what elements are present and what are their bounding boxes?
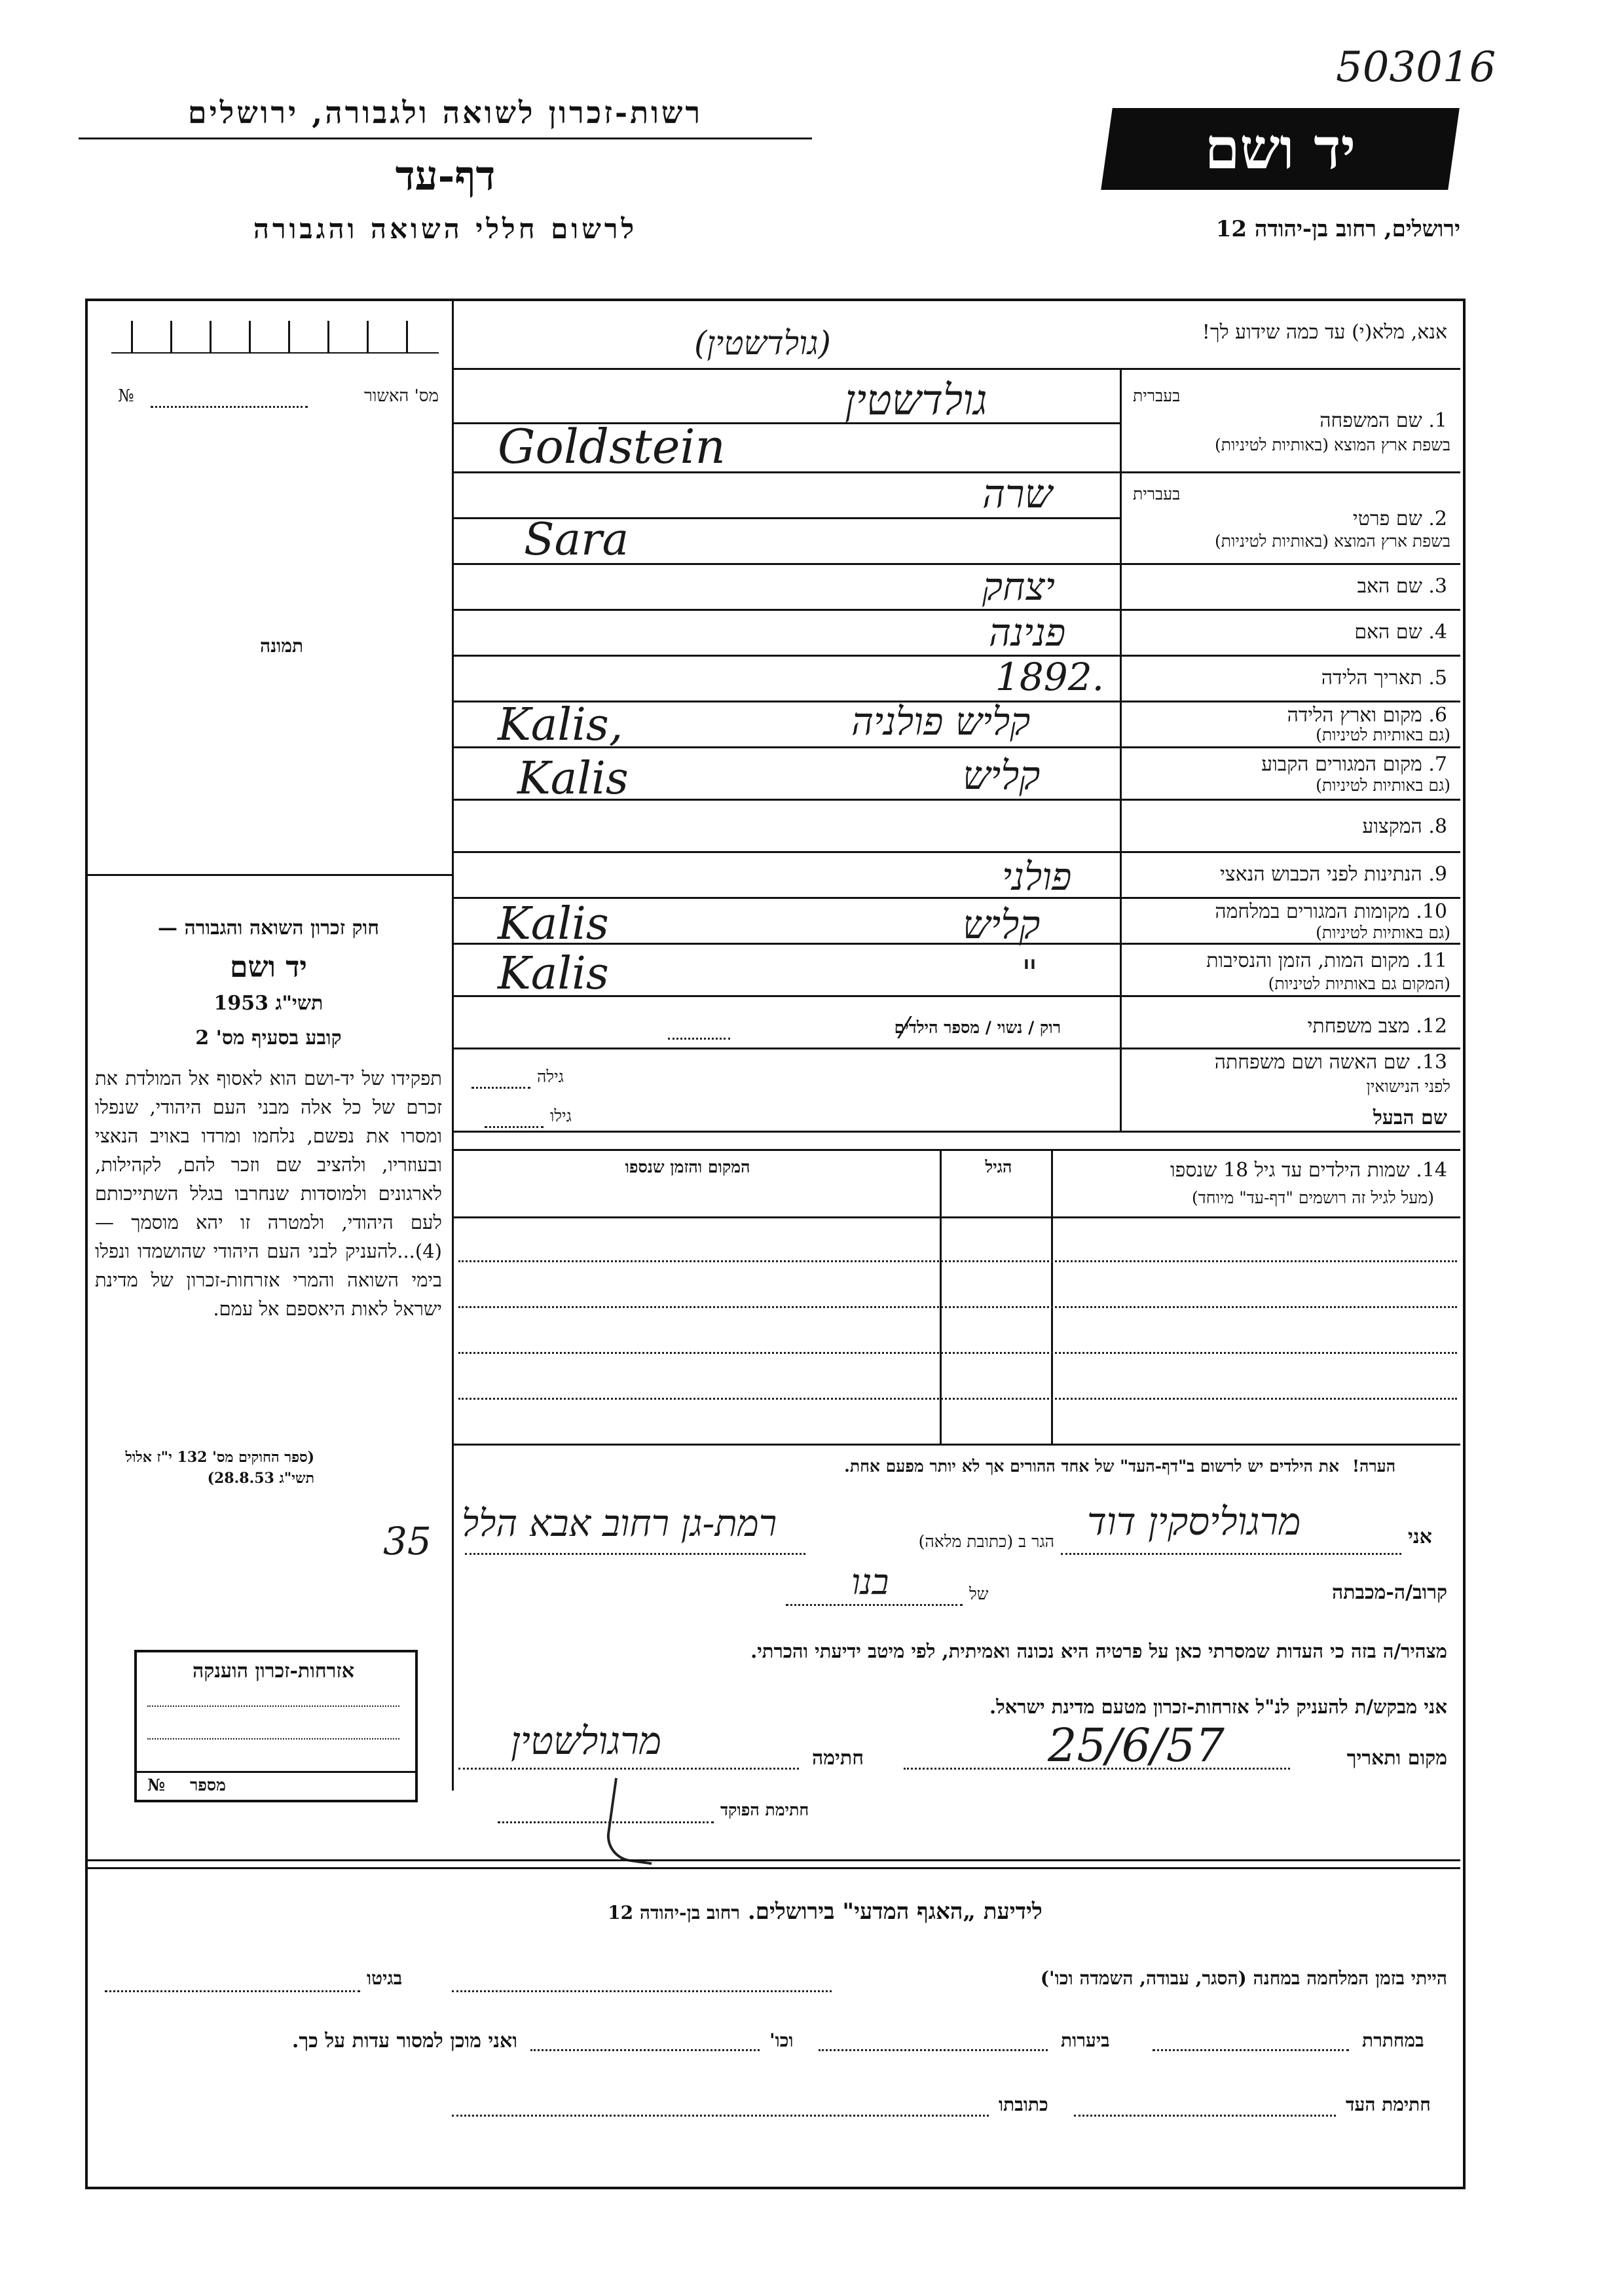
children-row [458, 1260, 1457, 1262]
field-label: מקומות המגורים במלחמה [1215, 900, 1410, 923]
field-label: שם המשפחה [1320, 409, 1422, 432]
death-place-hebrew[interactable]: " [1022, 953, 1038, 994]
first-name-latin[interactable]: Sara [524, 514, 629, 566]
ghetto-line [105, 1990, 360, 1992]
yad-vashem-logo [1101, 108, 1460, 190]
field-number: 1. [1428, 409, 1447, 432]
law-name: יד ושם [230, 951, 307, 984]
witness-name[interactable]: מרגוליסקין דוד [1087, 1499, 1301, 1544]
witness-address-number[interactable]: 35 [383, 1519, 432, 1563]
intro-text: אנא, מלא(י) עד כמה שידוע לך! [1202, 321, 1447, 344]
relation-label: קרוב/ה-מכבתה [1331, 1581, 1447, 1604]
children-age-header: הגיל [985, 1157, 1012, 1176]
field-1-sub: בשפת ארץ המוצא (באותיות לטיניות) [1215, 435, 1450, 454]
footer-rule-bottom [88, 1867, 1460, 1869]
field-6-sub: (גם באותיות לטיניות) [1316, 725, 1450, 744]
law-clause: קובע בסעיף מס' 2 [195, 1027, 342, 1049]
field-label: שמות הילדים עד גיל 18 שנספו [1170, 1159, 1410, 1182]
children-place-header: המקום והזמן שנספו [625, 1157, 750, 1176]
field-label: שם האם [1354, 621, 1422, 644]
field-11-label [1126, 949, 1447, 972]
authority-title: רשות-זכרון לשואה ולגבורה, ירושלים [187, 95, 703, 130]
field-number: 2. [1428, 507, 1447, 530]
footer-rule-top [88, 1859, 1460, 1861]
hebrew-tag: בעברית [1133, 386, 1181, 405]
declaration-statement: מצהיר/ה בזה כי העדות שמסרתי כאן על פרטיה היא נכונה ואמיתית, לפי מיטב ידיעתי והכרתי. [750, 1640, 1447, 1662]
row-rule [452, 851, 1460, 853]
footer-testimony: ואני מוכן למסור עדות על כך. [291, 2030, 517, 2052]
row-rule [452, 1149, 1460, 1151]
left-panel-rule [88, 874, 452, 876]
family-name-hebrew[interactable]: גולדשטין [845, 376, 987, 425]
field-14-sub: (מעל לגיל זה רושמים "דף-עד" מיוחד) [1192, 1188, 1434, 1207]
footer-info-name: לידיעת „האגף המדעי" בירושלים. [747, 1899, 1043, 1925]
field-label: המקצוע [1362, 815, 1422, 838]
code-boxes [111, 321, 439, 352]
field-label: מקום וארץ הלידה [1287, 704, 1422, 727]
underground-line [1153, 2049, 1349, 2051]
file-number: 503016 [1336, 43, 1496, 92]
witness-signature[interactable]: מרגולשטין [511, 1719, 662, 1763]
field-6-label [1126, 704, 1447, 727]
birth-place-hebrew[interactable]: קליש פולניה [851, 699, 1031, 744]
field-label: שם האשה ושם משפחתה [1214, 1051, 1410, 1074]
field-label: שם פרטי [1352, 507, 1422, 530]
field-number: 7. [1428, 753, 1447, 776]
field-1-label [1126, 409, 1447, 432]
husband-age-line [485, 1126, 544, 1128]
field-label: תאריך הלידה [1321, 666, 1422, 689]
wife-age-label: גילה [537, 1067, 564, 1086]
field-5-label [1126, 666, 1447, 689]
citizenship-title: אזרחות-זכרון הוענקה [192, 1660, 355, 1683]
field-number: 10. [1416, 900, 1447, 923]
row-rule [452, 1048, 1460, 1049]
residence-hebrew[interactable]: קליש [963, 753, 1041, 799]
resides-label: הגר ב (כתובת מלאה) [918, 1532, 1054, 1551]
declaration-date[interactable]: 25/6/57 [1048, 1719, 1225, 1772]
footer-camp-line: הייתי בזמן המלחמה במחנה (הסגר, עבודה, השמדה וכו') [1040, 1967, 1447, 1989]
residence-latin[interactable]: Kalis [517, 753, 629, 805]
footer-ghetto: בגיטו [367, 1967, 403, 1989]
field-8-label [1126, 815, 1447, 838]
remark-text: את הילדים יש לרשום ב"דף-העד" של אחד ההורים אך לא יותר מפעם אחת. [844, 1457, 1339, 1476]
field-label: מקום המות, הזמן והנסיבות [1206, 949, 1410, 972]
form-title: דף-עד [395, 152, 496, 200]
field-7-label [1126, 753, 1447, 776]
footer-address: כתובתו [999, 2094, 1048, 2115]
forests-line [819, 2049, 1048, 2051]
law-reference: (ספר החוקים מס' 132 י"ז אלול תשי"ג 28.8.53) [125, 1449, 314, 1487]
footer-etc: וכו' [769, 2030, 794, 2051]
field-7-sub: (גם באותיות לטיניות) [1316, 776, 1450, 795]
first-name-hebrew[interactable]: שרה [982, 471, 1053, 517]
footer-info-title [458, 1899, 1192, 1925]
field-10-sub: (גם באותיות לטיניות) [1316, 923, 1450, 942]
label-column-divider [1120, 368, 1122, 1131]
field-label: מצב משפחתי [1307, 1015, 1410, 1038]
law-title: חוק זכרון השואה והגבורה — [158, 917, 379, 939]
field-number: 12. [1416, 1015, 1447, 1038]
field-11-sub: (המקום גם באותיות לטיניות) [1268, 974, 1450, 993]
signature-label: חתימה [812, 1747, 864, 1770]
permit-line [151, 406, 308, 408]
row-rule [452, 1131, 1460, 1133]
field-number: 6. [1428, 704, 1447, 727]
declaration-ani: אני [1408, 1525, 1432, 1548]
signature-line [458, 1768, 799, 1770]
footer-witness-sign: חתימת העד [1346, 2094, 1431, 2115]
relation-value[interactable]: בנו [851, 1561, 889, 1603]
place-date-label: מקום ותאריך [1346, 1747, 1447, 1770]
field-number: 8. [1428, 815, 1447, 838]
field-2-sub: בשפת ארץ המוצא (באותיות לטיניות) [1215, 532, 1450, 551]
citizenship-number-label: מספר [190, 1776, 226, 1795]
death-place-latin[interactable]: Kalis [498, 948, 609, 1000]
field-label: הנתינות לפני הכבוש הנאצי [1220, 863, 1422, 886]
relation-of: של [969, 1584, 989, 1603]
witness-name-line [1061, 1553, 1401, 1555]
declaration-request: אני מבקש/ת להעניק לנ"ל אזרחות-זכרון מטעם מדינת ישראל. [989, 1696, 1447, 1718]
witness-address[interactable]: רמת-גן רחוב אבא הלל [462, 1503, 777, 1545]
children-count-line [668, 1038, 730, 1040]
relation-line [786, 1604, 963, 1606]
wartime-residence-hebrew[interactable]: קליש [963, 902, 1041, 948]
field-number: 5. [1428, 666, 1447, 689]
hebrew-tag: בעברית [1133, 484, 1181, 503]
father-name[interactable]: יצחק [982, 564, 1055, 609]
left-panel-divider [452, 301, 454, 1791]
birth-date[interactable]: 1892. [995, 655, 1105, 699]
citizenship-row-rule [134, 1771, 415, 1773]
field-12-label [1126, 1015, 1447, 1038]
field-number: 4. [1428, 621, 1447, 644]
field-13-label [1126, 1051, 1447, 1074]
field-2-label [1126, 507, 1447, 530]
field-13-sub: לפני הנישואין [1366, 1077, 1450, 1096]
field-label: מקום המגורים הקבוע [1261, 753, 1422, 776]
field-number: 14. [1416, 1159, 1447, 1182]
children-header-rule [452, 1216, 1460, 1218]
wartime-residence-latin[interactable]: Kalis [498, 898, 609, 950]
footer-forests: ביערות [1061, 2030, 1110, 2051]
field-number: 11. [1416, 949, 1447, 972]
logo-text: יד ושם [1204, 116, 1356, 182]
field-number: 13. [1416, 1051, 1447, 1074]
field-4-label [1126, 621, 1447, 644]
permit-no-symbol: № [118, 386, 134, 406]
husband-age-label: גילו [550, 1106, 572, 1125]
remark-label: הערה! [1352, 1457, 1396, 1476]
mother-name[interactable]: פנינה [989, 610, 1066, 655]
marital-status-options[interactable]: רוק / נשוי / מספר הילדים [894, 1018, 1061, 1037]
children-table-bottom [452, 1444, 1460, 1446]
field-10-label [1126, 900, 1447, 923]
form-subtitle: לרשום חללי השואה והגבורה [253, 213, 638, 245]
address-line [465, 1553, 805, 1555]
permit-label: מס' האשור [363, 386, 439, 406]
witness-address-line [452, 2115, 989, 2117]
row-rule [452, 609, 1460, 611]
citizenship-line-2 [147, 1738, 399, 1740]
family-name-latin[interactable]: Goldstein [498, 419, 726, 474]
witness-sign-line [1074, 2115, 1336, 2117]
header-address: ירושלים, רחוב בן-יהודה 12 [1215, 216, 1460, 242]
husband-label: שם הבעל [1373, 1106, 1447, 1129]
field-14-label [1061, 1159, 1447, 1182]
children-row [458, 1306, 1457, 1308]
children-row [458, 1398, 1457, 1400]
field-label: שם האב [1357, 575, 1422, 598]
officer-line [498, 1821, 714, 1823]
law-year: תשי"ג 1953 [213, 992, 323, 1015]
law-text: תפקידו של יד-ושם הוא לאסוף אל המולדת את זכרם של כל אלה מבני העם היהודי, שנפלו ומסרו את נפשם, נלחמו ומרדו באויב הנאצי ובעוזריו, ולהציב שם וזכר להם, לקהילות, לארגונים ולמוסדות שנחרבו בגלל השתייכותם לעם היהודי, ולמטרה זו יהא מוסמך — (4)...להעניק לבני העם היהודי שהושמדו ונפלו בימי השואה והמרי אזרחות-זכרון של מדינת ישראל לאות היאספם אל עמם. [95, 1067, 442, 1320]
intro-rule [452, 368, 1460, 370]
footer-underground: במחתרת [1362, 2030, 1424, 2051]
row-rule [452, 655, 1460, 657]
etc-line [530, 2049, 760, 2051]
field-number: 9. [1428, 863, 1447, 886]
field-3-label [1126, 575, 1447, 598]
camp-line [452, 1990, 832, 1992]
officer-label: חתימת הפוקד [720, 1800, 809, 1819]
field-9-label [1126, 863, 1447, 886]
photo-label: תמונה [259, 635, 304, 657]
birth-place-latin[interactable]: Kalis, [498, 699, 623, 751]
field-number: 3. [1428, 575, 1447, 598]
wife-age-line [471, 1087, 530, 1089]
nationality[interactable]: פולני [1002, 854, 1072, 899]
citizenship-line-1 [147, 1705, 399, 1707]
family-name-note[interactable]: (גולדשטין) [694, 324, 831, 362]
citizenship-number-symbol: № [147, 1776, 166, 1795]
authority-underline [79, 137, 812, 139]
children-row [458, 1352, 1457, 1354]
footer-info-address: רחוב בן-יהודה 12 [608, 1902, 741, 1923]
